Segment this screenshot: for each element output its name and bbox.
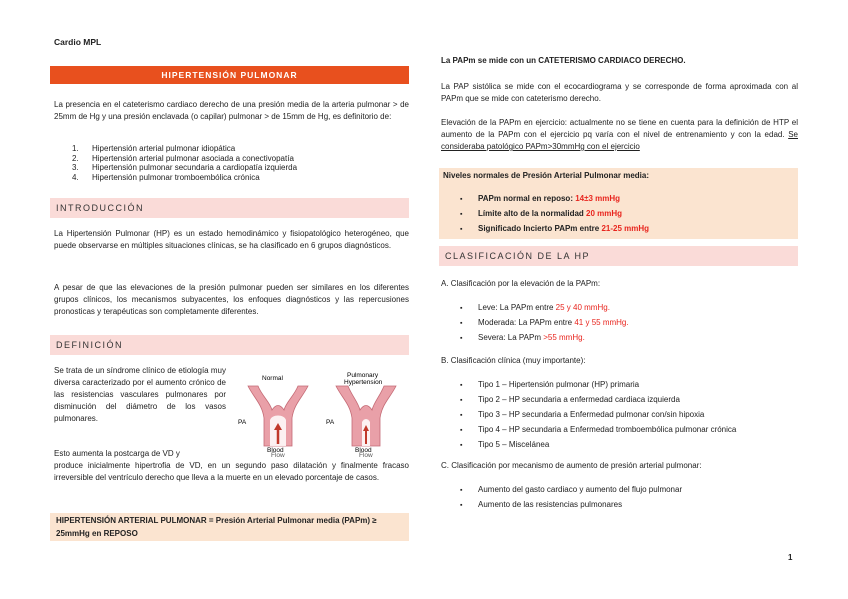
classification-a-title: A. Clasificación por la elevación de la PAPm:: [441, 279, 601, 288]
list-item: ▪ Tipo 3 – HP secundaria a Enfermedad pulmonar con/sin hipoxia: [460, 408, 790, 423]
page-number: 1: [788, 553, 793, 562]
list-item: ▪ Aumento del gasto cardiaco y aumento del flujo pulmonar: [460, 483, 790, 498]
figure-label-normal: Normal: [262, 375, 283, 382]
normal-levels-title: Niveles normales de Presión Arterial Pulmonar media:: [443, 171, 649, 180]
list-item: ▪ Severa: La PAPm >55 mmHg.: [460, 331, 790, 346]
classification-c-list: [460, 483, 790, 513]
section-heading-introduccion: INTRODUCCIÓN: [50, 198, 409, 218]
ph-types-list: [72, 144, 402, 182]
definition-paragraph-2a: Esto aumenta la postcarga de VD y: [54, 449, 180, 458]
section-heading-definicion: DEFINICIÓN: [50, 335, 409, 355]
list-item: 1. Hipertensión arterial pulmonar idiopática: [72, 144, 236, 153]
figure-label-flow-normal: Flow: [271, 452, 285, 459]
figure-label-pa-ph: PA: [326, 419, 335, 426]
normal-levels-list: [460, 192, 790, 237]
figure-label-hypertension: Hypertension: [344, 379, 383, 386]
list-item: ▪ Tipo 5 – Miscelánea: [460, 438, 790, 453]
figure-label-blood-normal: Blood: [267, 447, 284, 454]
definition-paragraph-2b: produce inicialmente hipertrofia de VD, en un segundo paso dilatación y finalmente fracaso irreversible del ventrículo derecho que lleva a la muerte en un elevado porcentaje de casos.: [54, 461, 409, 482]
classification-a-list: [460, 301, 790, 346]
list-item: 2. Hipertensión arterial pulmonar asociada a conectivopatía: [72, 153, 294, 163]
intro-paragraph: La presencia en el cateterismo cardiaco derecho de una presión media de la arteria pulmonar > de 25mm de Hg y una presión enclavada (o capilar) pulmonar > de 15mm de Hg, es definitorio de:: [54, 100, 409, 121]
figure-label-flow-ph: Flow: [359, 452, 373, 459]
figure-label-blood-ph: Blood: [355, 447, 372, 454]
list-item: ▪ Tipo 1 – Hipertensión pulmonar (HP) primaria: [460, 378, 790, 393]
right-paragraph-1: La PAPm se mide con un CATETERISMO CARDIACO DERECHO.: [441, 56, 686, 65]
classification-b-list: [460, 378, 790, 453]
figure-label-pa-normal: PA: [238, 419, 247, 426]
right-paragraph-2: La PAP sistólica se mide con el ecocardiograma y se corresponde de forma aproximada con al PAPm que se mide con cateterismo derecho.: [441, 82, 798, 103]
classification-b-title: B. Clasificación clínica (muy importante):: [441, 356, 586, 365]
section-heading-clasificacion: CLASIFICACIÓN DE LA HP: [439, 246, 798, 266]
list-item: ▪ Significado Incierto PAPm entre 21-25 mmHg: [460, 222, 790, 237]
intro-paragraph-2: A pesar de que las elevaciones de la presión pulmonar pueden ser similares en los diferentes grupos clínicos, los mecanismos subyacentes, los enfoques diagnósticos y las repercusiones pronosticas y terapéuticas son completamente diferentes.: [54, 283, 409, 316]
document-header: Cardio MPL: [54, 37, 102, 47]
figure-label-pulmonary: Pulmonary: [347, 372, 379, 379]
list-item: ▪ Tipo 4 – HP secundaria a Enfermedad tromboembólica pulmonar crónica: [460, 423, 790, 438]
list-item: ▪ Tipo 2 – HP secundaria a enfermedad cardiaca izquierda: [460, 393, 790, 408]
vessel-comparison-figure: [234, 368, 412, 456]
list-item: ▪ PAPm normal en reposo: 14±3 mmHg: [460, 192, 790, 207]
list-item: ▪ Leve: La PAPm entre 25 y 40 mmHg.: [460, 301, 790, 316]
intro-paragraph-1: La Hipertensión Pulmonar (HP) es un estado hemodinámico y fisiopatológico heterogéneo, que puede observarse en múltiples situaciones clínicas, se ha clasificado en 6 grupos diagnósticos.: [54, 229, 409, 250]
list-item: 3. Hipertensión pulmonar secundaria a cardiopatía izquierda: [72, 163, 298, 172]
list-item: ▪ Aumento de las resistencias pulmonares: [460, 498, 790, 513]
right-paragraph-3: Elevación de la PAPm en ejercicio: actualmente no se tiene en cuenta para la definición de HTP el aumento de la PAPm con el ejercicio pq varía con el nivel de entrenamiento y con la edad. Se consideraba patológico PAPm>30mmHg con el ejercicio: [441, 118, 798, 151]
list-item: ▪ Límite alto de la normalidad 20 mmHg: [460, 207, 790, 222]
list-item: ▪ Moderada: La PAPm entre 41 y 55 mmHg.: [460, 316, 790, 331]
underlined-note: Se consideraba patológico PAPm>30mmHg con el ejercicio: [441, 130, 798, 151]
definition-paragraph-1: Se trata de un síndrome clínico de etiología muy diversa caracterizado por el aumento crónico de las resistencias vasculares pulmonares por disminución del diámetro de los vasos pulmonares.: [54, 366, 226, 423]
definition-highlight-box: HIPERTENSIÓN ARTERIAL PULMONAR = Presión Arterial Pulmonar media (PAPm) ≥ 25mmHg en REPOSO: [50, 513, 409, 541]
classification-c-title: C. Clasificación por mecanismo de aumento de presión arterial pulmonar:: [441, 461, 702, 470]
list-item: 4. Hipertensión pulmonar tromboembólica crónica: [72, 172, 260, 182]
page-title: HIPERTENSIÓN PULMONAR: [50, 66, 409, 84]
